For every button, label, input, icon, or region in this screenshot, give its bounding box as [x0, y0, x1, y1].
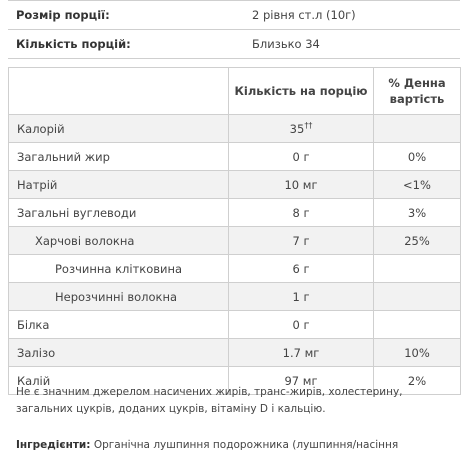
nutrient-row [9, 143, 461, 171]
nutrient-row [9, 339, 461, 367]
footnote: Не є значним джерелом насичених жирів, транс-жирів, холестерину, загальних цукрів, доданих цукрів, вітаміну D і кальцію. [16, 386, 403, 415]
nutrient-daily-value [374, 115, 461, 143]
nutrient-name: Калій [9, 367, 229, 395]
nutrient-daily-value [374, 255, 461, 283]
nutrient-daily-value [374, 311, 461, 339]
servings-count-label: Кількість порцій: [16, 37, 131, 51]
serving-info [8, 0, 460, 59]
ingredients-label: Інгредієнти: [16, 439, 91, 451]
ingredients-text: Органічна лушпиння подорожника (лушпиння/насіння [90, 439, 399, 451]
nutrient-name: Харчові волокна [9, 227, 229, 255]
nutrient-row [9, 255, 461, 283]
nutrient-name: Розчинна клітковина [9, 255, 229, 283]
nutrient-daily-value: 10% [374, 339, 461, 367]
nutrient-amount-value: 0 г [292, 149, 310, 164]
nutrient-amount [229, 255, 374, 283]
nutrient-amount [229, 115, 374, 143]
nutrient-amount-value: 1.7 мг [282, 345, 320, 360]
nutrient-amount [229, 283, 374, 311]
nutrient-amount-value: 97 мг [284, 373, 318, 388]
header-daily-value: % Денна вартість [374, 68, 461, 115]
ingredients [16, 439, 461, 451]
nutrient-row [9, 171, 461, 199]
nutrient-daily-value: 0% [374, 143, 461, 171]
nutrient-daily-value: 3% [374, 199, 461, 227]
servings-count-row [8, 30, 460, 59]
nutrient-daily-value: 2% [374, 367, 461, 395]
nutrient-amount [229, 199, 374, 227]
serving-size-row [8, 0, 460, 30]
serving-size-value: 2 рівня ст.л (10г) [252, 8, 356, 22]
nutrient-name: Залізо [9, 339, 229, 367]
servings-count-value: Близько 34 [252, 37, 320, 51]
nutrient-name: Натрій [9, 171, 229, 199]
nutrient-amount-value: 10 мг [284, 177, 318, 192]
nutrient-amount [229, 171, 374, 199]
nutrient-amount-value: 1 г [292, 289, 310, 304]
nutrient-amount-value: 8 г [292, 205, 310, 220]
header-blank [9, 68, 229, 115]
nutrient-amount [229, 339, 374, 367]
nutrient-amount [229, 143, 374, 171]
nutrient-amount-value: 6 г [292, 261, 310, 276]
nutrient-name: Загальний жир [9, 143, 229, 171]
nutrient-row [9, 115, 461, 143]
nutrient-daily-value: 25% [374, 227, 461, 255]
nutrient-name: Загальні вуглеводи [9, 199, 229, 227]
nutrient-row [9, 227, 461, 255]
nutrient-amount [229, 311, 374, 339]
nutrient-daily-value: <1% [374, 171, 461, 199]
nutrition-header-row [9, 68, 461, 115]
nutrient-amount-value: 7 г [292, 233, 310, 248]
nutrition-table [8, 67, 461, 395]
nutrient-name: Калорій [9, 115, 229, 143]
nutrient-daily-value [374, 283, 461, 311]
nutrient-amount-value: 35 [289, 121, 305, 136]
nutrient-amount-value: 0 г [292, 317, 310, 332]
nutrient-row [9, 311, 461, 339]
nutrient-row [9, 283, 461, 311]
nutrient-amount [229, 227, 374, 255]
nutrient-name: Нерозчинні волокна [9, 283, 229, 311]
nutrient-row [9, 199, 461, 227]
footnote-marker: †† [304, 121, 313, 131]
header-amount: Кількість на порцію [229, 68, 374, 115]
nutrient-name: Білка [9, 311, 229, 339]
serving-size-label: Розмір порції: [16, 8, 110, 22]
